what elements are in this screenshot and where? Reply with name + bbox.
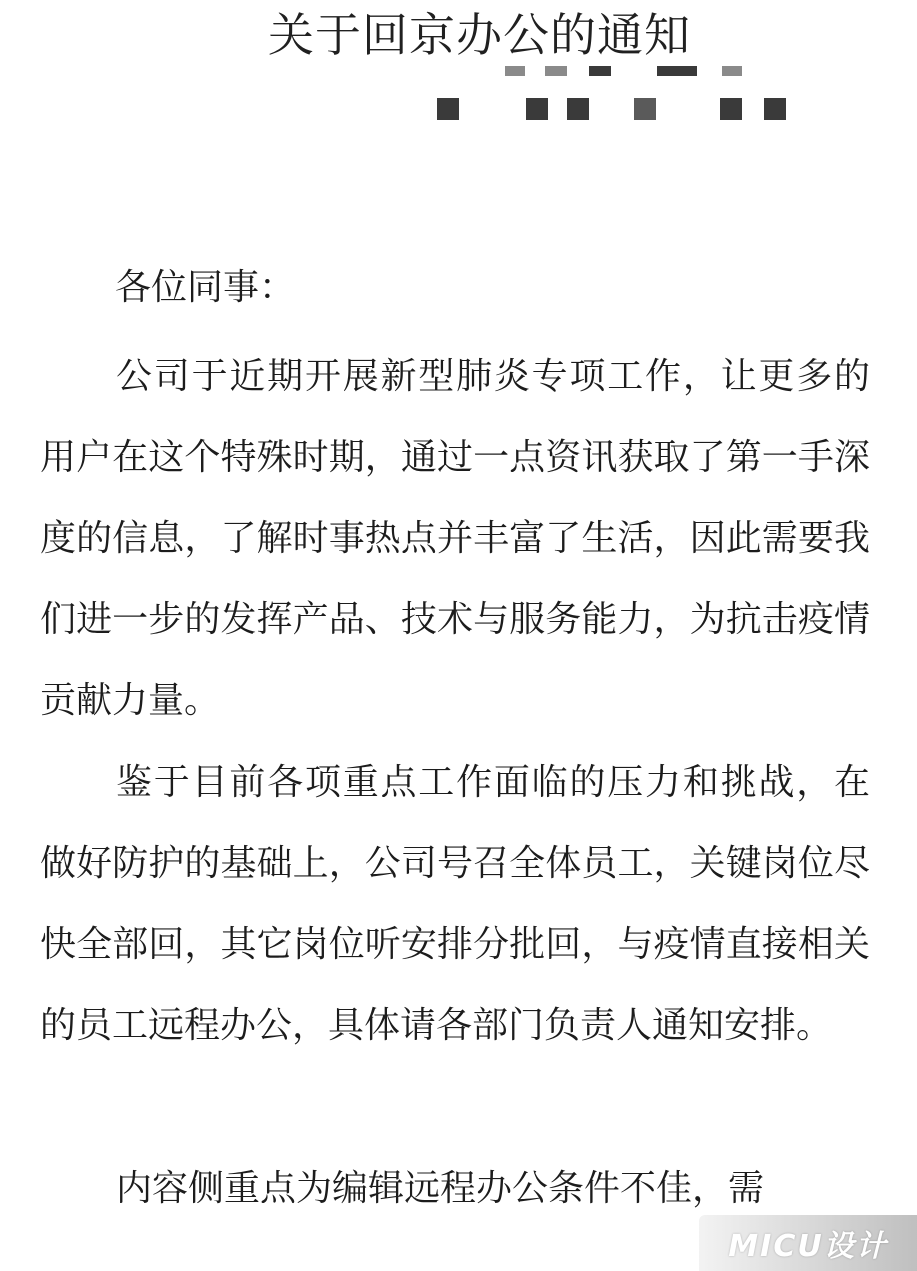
redaction-block — [526, 98, 548, 120]
notice-title: 关于回京办公的通知 — [268, 8, 691, 62]
watermark-text: MICU设计 — [728, 1229, 888, 1264]
greeting: 各位同事： — [115, 267, 296, 308]
watermark-logo — [699, 1215, 917, 1271]
redaction-block — [720, 98, 742, 120]
redaction-block — [634, 98, 656, 120]
redaction-block — [764, 98, 786, 120]
redaction-block — [545, 66, 567, 76]
redaction-block — [589, 66, 611, 76]
body-paragraph: 内容侧重点为编辑远程办公条件不佳，需 — [116, 1168, 765, 1209]
redaction-block — [722, 66, 742, 76]
body-paragraph: 公司于近期开展新型肺炎专项工作，让更多的用户在这个特殊时期，通过一点资讯获取了第一手深度的信息，了解时事热点并丰富了生活，因此需要我们进一步的发挥产品、技术与服务能力，为抗击疫情贡献力量。 — [40, 356, 870, 721]
redaction-block — [567, 98, 589, 120]
redaction-block — [505, 66, 525, 76]
redaction-block — [657, 66, 697, 76]
body-paragraph: 鉴于目前各项重点工作面临的压力和挑战，在做好防护的基础上，公司号召全体员工，关键岗位尽快全部回，其它岗位听安排分批回，与疫情直接相关的员工远程办公，具体请各部门负责人通知安排。 — [40, 762, 870, 1046]
redaction-block — [437, 98, 459, 120]
